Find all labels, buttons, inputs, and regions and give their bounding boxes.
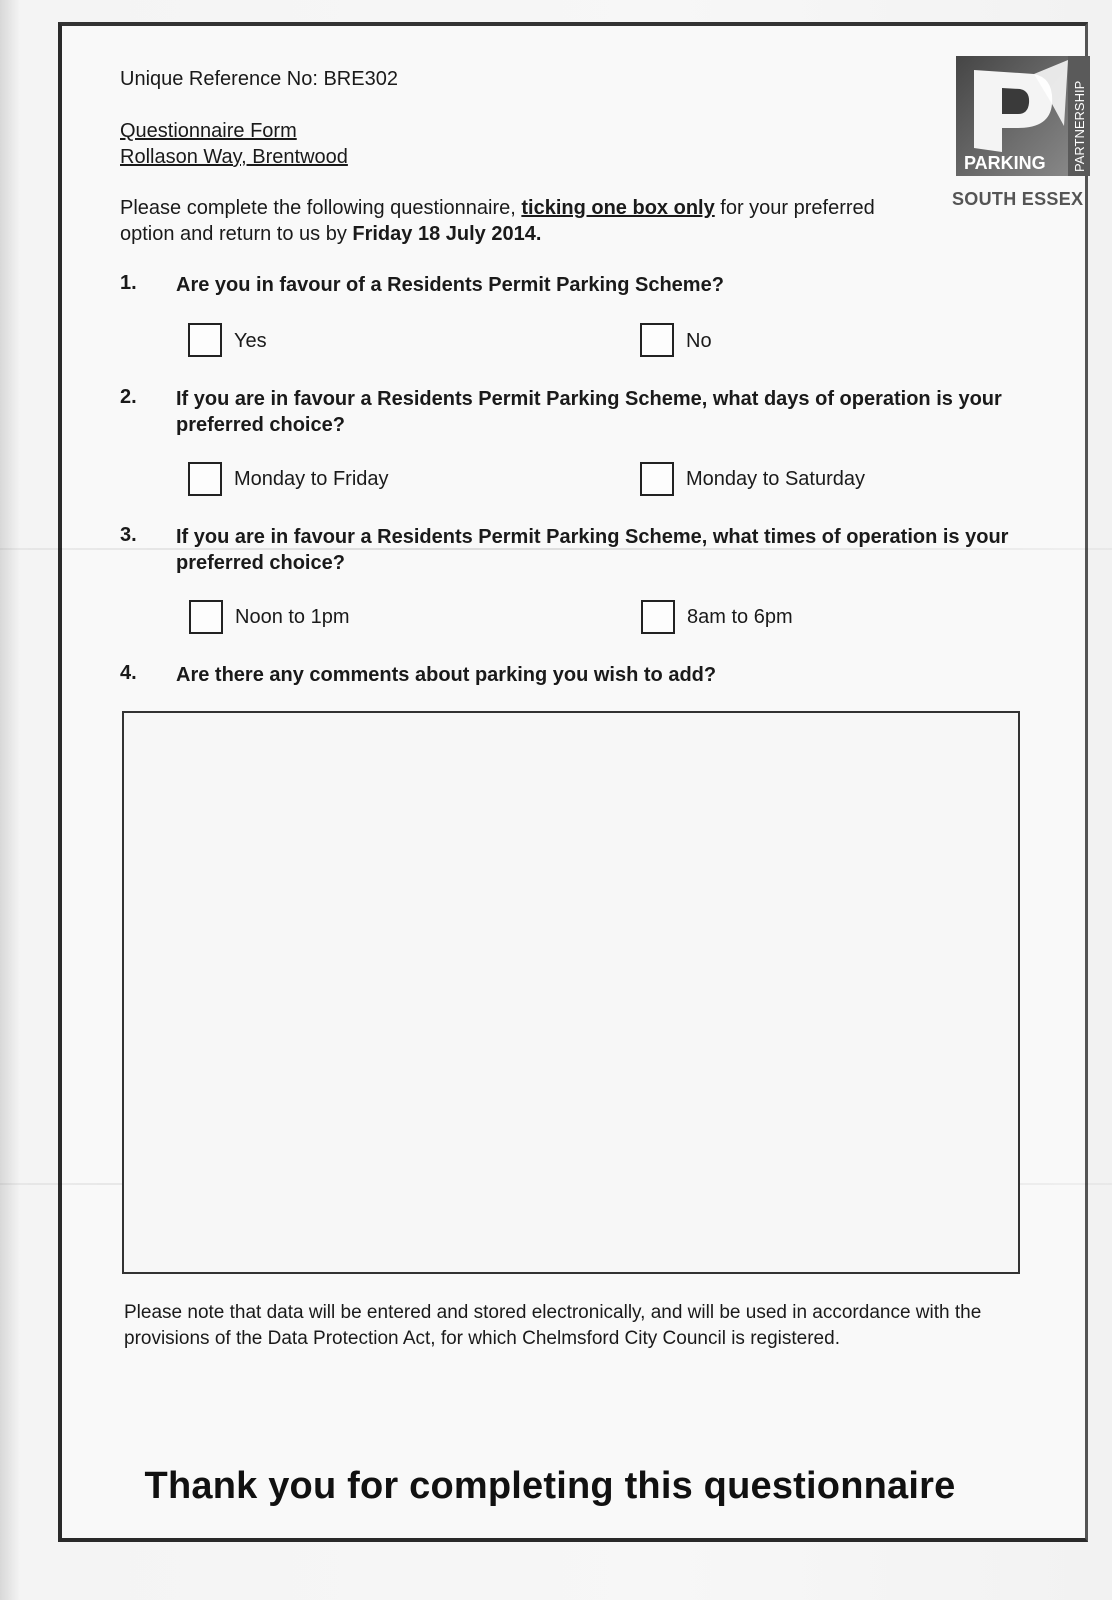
option-noon-to-1pm-label: Noon to 1pm <box>235 606 350 628</box>
question-2-number: 2. <box>120 386 137 408</box>
instructions <box>120 195 880 247</box>
comments-box[interactable] <box>122 711 1020 1274</box>
checkbox-no[interactable] <box>640 323 674 357</box>
checkbox-monday-to-saturday[interactable] <box>640 462 674 496</box>
checkbox-yes[interactable] <box>188 323 222 357</box>
form-location: Rollason Way, Brentwood <box>120 146 348 168</box>
checkbox-8am-to-6pm[interactable] <box>641 600 675 634</box>
checkbox-monday-to-friday[interactable] <box>188 462 222 496</box>
instructions-emphasis: ticking one box only <box>521 197 715 219</box>
option-yes-label: Yes <box>234 330 267 352</box>
form-title: Questionnaire Form <box>120 120 297 142</box>
checkbox-noon-to-1pm[interactable] <box>189 600 223 634</box>
logo-subtitle: SOUTH ESSEX <box>952 189 1084 209</box>
deadline-date: Friday 18 July 2014. <box>352 223 542 245</box>
option-8am-to-6pm-label: 8am to 6pm <box>687 606 793 628</box>
data-protection-note: Please note that data will be entered and stored electronically, and will be used in accordance with the provisions of the Data Protection Act, for which Chelmsford City Council is registered. <box>124 1302 982 1349</box>
question-1-text: Are you in favour of a Residents Permit Parking Scheme? <box>176 274 724 296</box>
question-1-number: 1. <box>120 272 137 294</box>
question-4-text: Are there any comments about parking you wish to add? <box>176 664 717 686</box>
option-monday-to-saturday-label: Monday to Saturday <box>686 468 865 490</box>
option-no-label: No <box>686 330 712 352</box>
logo-word-parking: PARKING <box>964 153 1046 173</box>
question-2-text: If you are in favour a Residents Permit Parking Scheme, what days of operation is your preferred choice? <box>176 388 1002 436</box>
instructions-part1: Please complete the following questionnaire, <box>120 197 522 219</box>
thank-you-message: Thank you for completing this questionnaire <box>144 1465 956 1507</box>
question-3-text: If you are in favour a Residents Permit Parking Scheme, what times of operation is your preferred choice? <box>176 526 1009 574</box>
logo-word-partnership: PARTNERSHIP <box>1072 80 1087 172</box>
question-3-number: 3. <box>120 524 137 546</box>
reference-number: Unique Reference No: BRE302 <box>120 68 398 90</box>
parking-partnership-logo <box>956 56 1090 176</box>
question-4-number: 4. <box>120 662 137 684</box>
instructions-part2: for your preferred option and return to us by <box>120 197 875 245</box>
option-monday-to-friday-label: Monday to Friday <box>234 468 389 490</box>
